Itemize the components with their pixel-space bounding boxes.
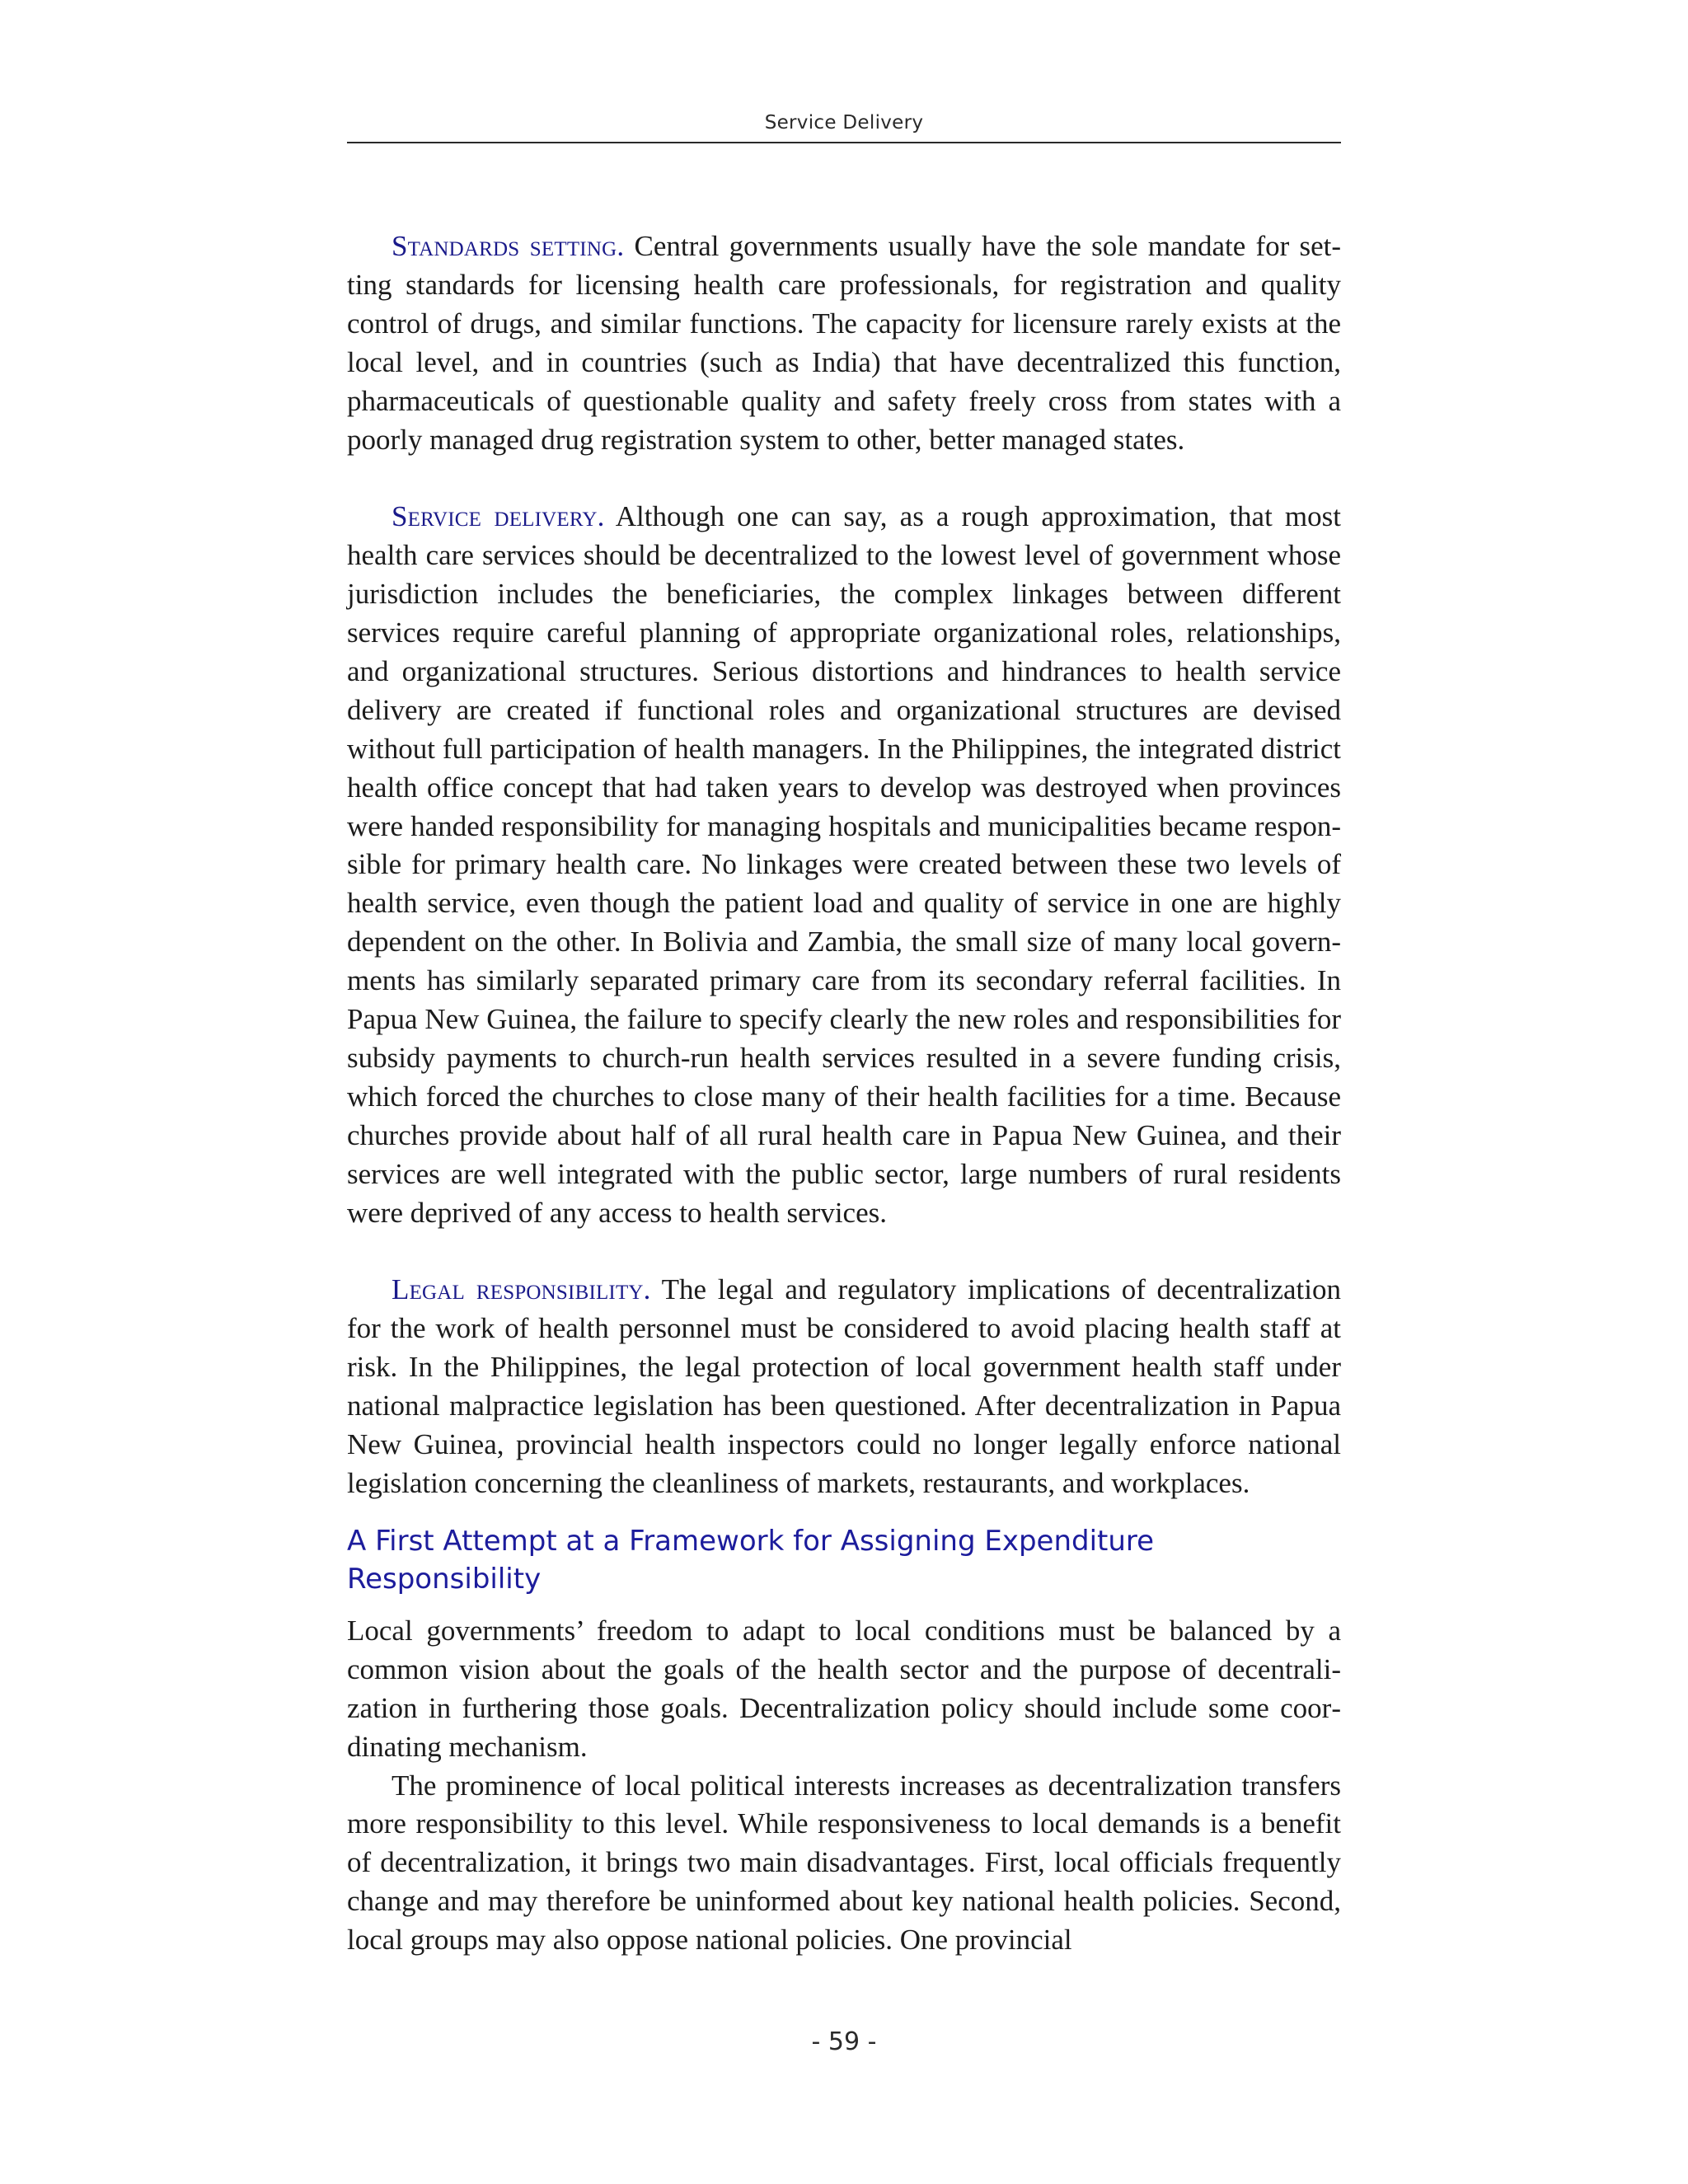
page-number: - 59 - — [811, 2027, 877, 2056]
paragraph-legal-responsibility — [347, 1271, 1341, 1502]
paragraph-standards-setting — [347, 227, 1341, 459]
run-in-heading-legal-responsibility: Legal responsibility. — [392, 1273, 651, 1306]
run-in-heading-service-delivery: Service delivery. — [392, 500, 605, 533]
paragraph-text: The legal and regulatory implications of decentralization for the work of health personnel must be considered to avoid placing health staff at risk. In the Philippines, the legal protection of local government health staff under national malpractice legislation has been questioned. After decentralization in Papua New Guinea, provincial health inspectors could no longer legally enforce national legislation concerning the cleanliness of markets, restaurants, and workplaces. — [347, 1273, 1341, 1499]
paragraph-service-delivery — [347, 498, 1341, 1232]
paragraph-framework-2: The prominence of local political interests increases as decentralization transfers more responsibility to this level. While responsiveness to local demands is a benefit of decentralization, it brings two main disadvantages. First, local officials frequently change and may therefore be uninformed about key national health policies. Second, local groups may also oppose national policies. One provincial — [347, 1769, 1341, 1957]
header-rule — [347, 142, 1341, 143]
section-heading: A First Attempt at a Framework for Assigning Expenditure Responsibility — [347, 1524, 1155, 1596]
paragraph-framework-1: Local governments’ freedom to adapt to local conditions must be balanced by a common vision about the goals of the health sector and the purpose of decentralization in furthering those goals. Decentralization policy should include some coordinating mechanism. — [347, 1614, 1341, 1763]
body-text — [347, 227, 1341, 1960]
running-header: Service Delivery — [764, 112, 924, 134]
run-in-heading-standards-setting: Standards setting. — [392, 230, 625, 262]
paragraph-text: Central governments usually have the sole mandate for setting standards for licensing health care professionals, for registration and quality control of drugs, and similar functions. The capacity for licensure rarely exists at the local level, and in countries (such as India) that have decentralized this function, pharmaceuticals of questionable quality and safety freely cross from states with a poorly managed drug registration system to other, better managed states. — [347, 230, 1341, 456]
paragraph-text: Although one can say, as a rough approximation, that most health care services should be decentralized to the lowest level of government whose jurisdiction includes the beneficiaries, the complex linkages between different services require careful planning of appropriate organizational roles, relationships, and organizational structures. Serious distortions and hindrances to health service delivery are created if functional roles and organizational structures are devised without full participation of health managers. In the Philippines, the integrated district health office concept that had taken years to develop was destroyed when provinces were handed responsibility for managing hospitals and municipalities became responsible for primary health care. No linkages were created between these two levels of health service, even though the patient load and quality of service in one are highly dependent on the other. In Bolivia and Zambia, the small size of many local governments has similarly separated primary care from its secondary referral facilities. In Papua New Guinea, the failure to specify clearly the new roles and responsibilities for subsidy payments to church-run health services resulted in a severe funding crisis, which forced the churches to close many of their health facilities for a time. Because churches provide about half of all rural health care in Papua New Guinea, and their services are well integrated with the public sector, large numbers of rural residents were deprived of any access to health services. — [347, 500, 1341, 1229]
